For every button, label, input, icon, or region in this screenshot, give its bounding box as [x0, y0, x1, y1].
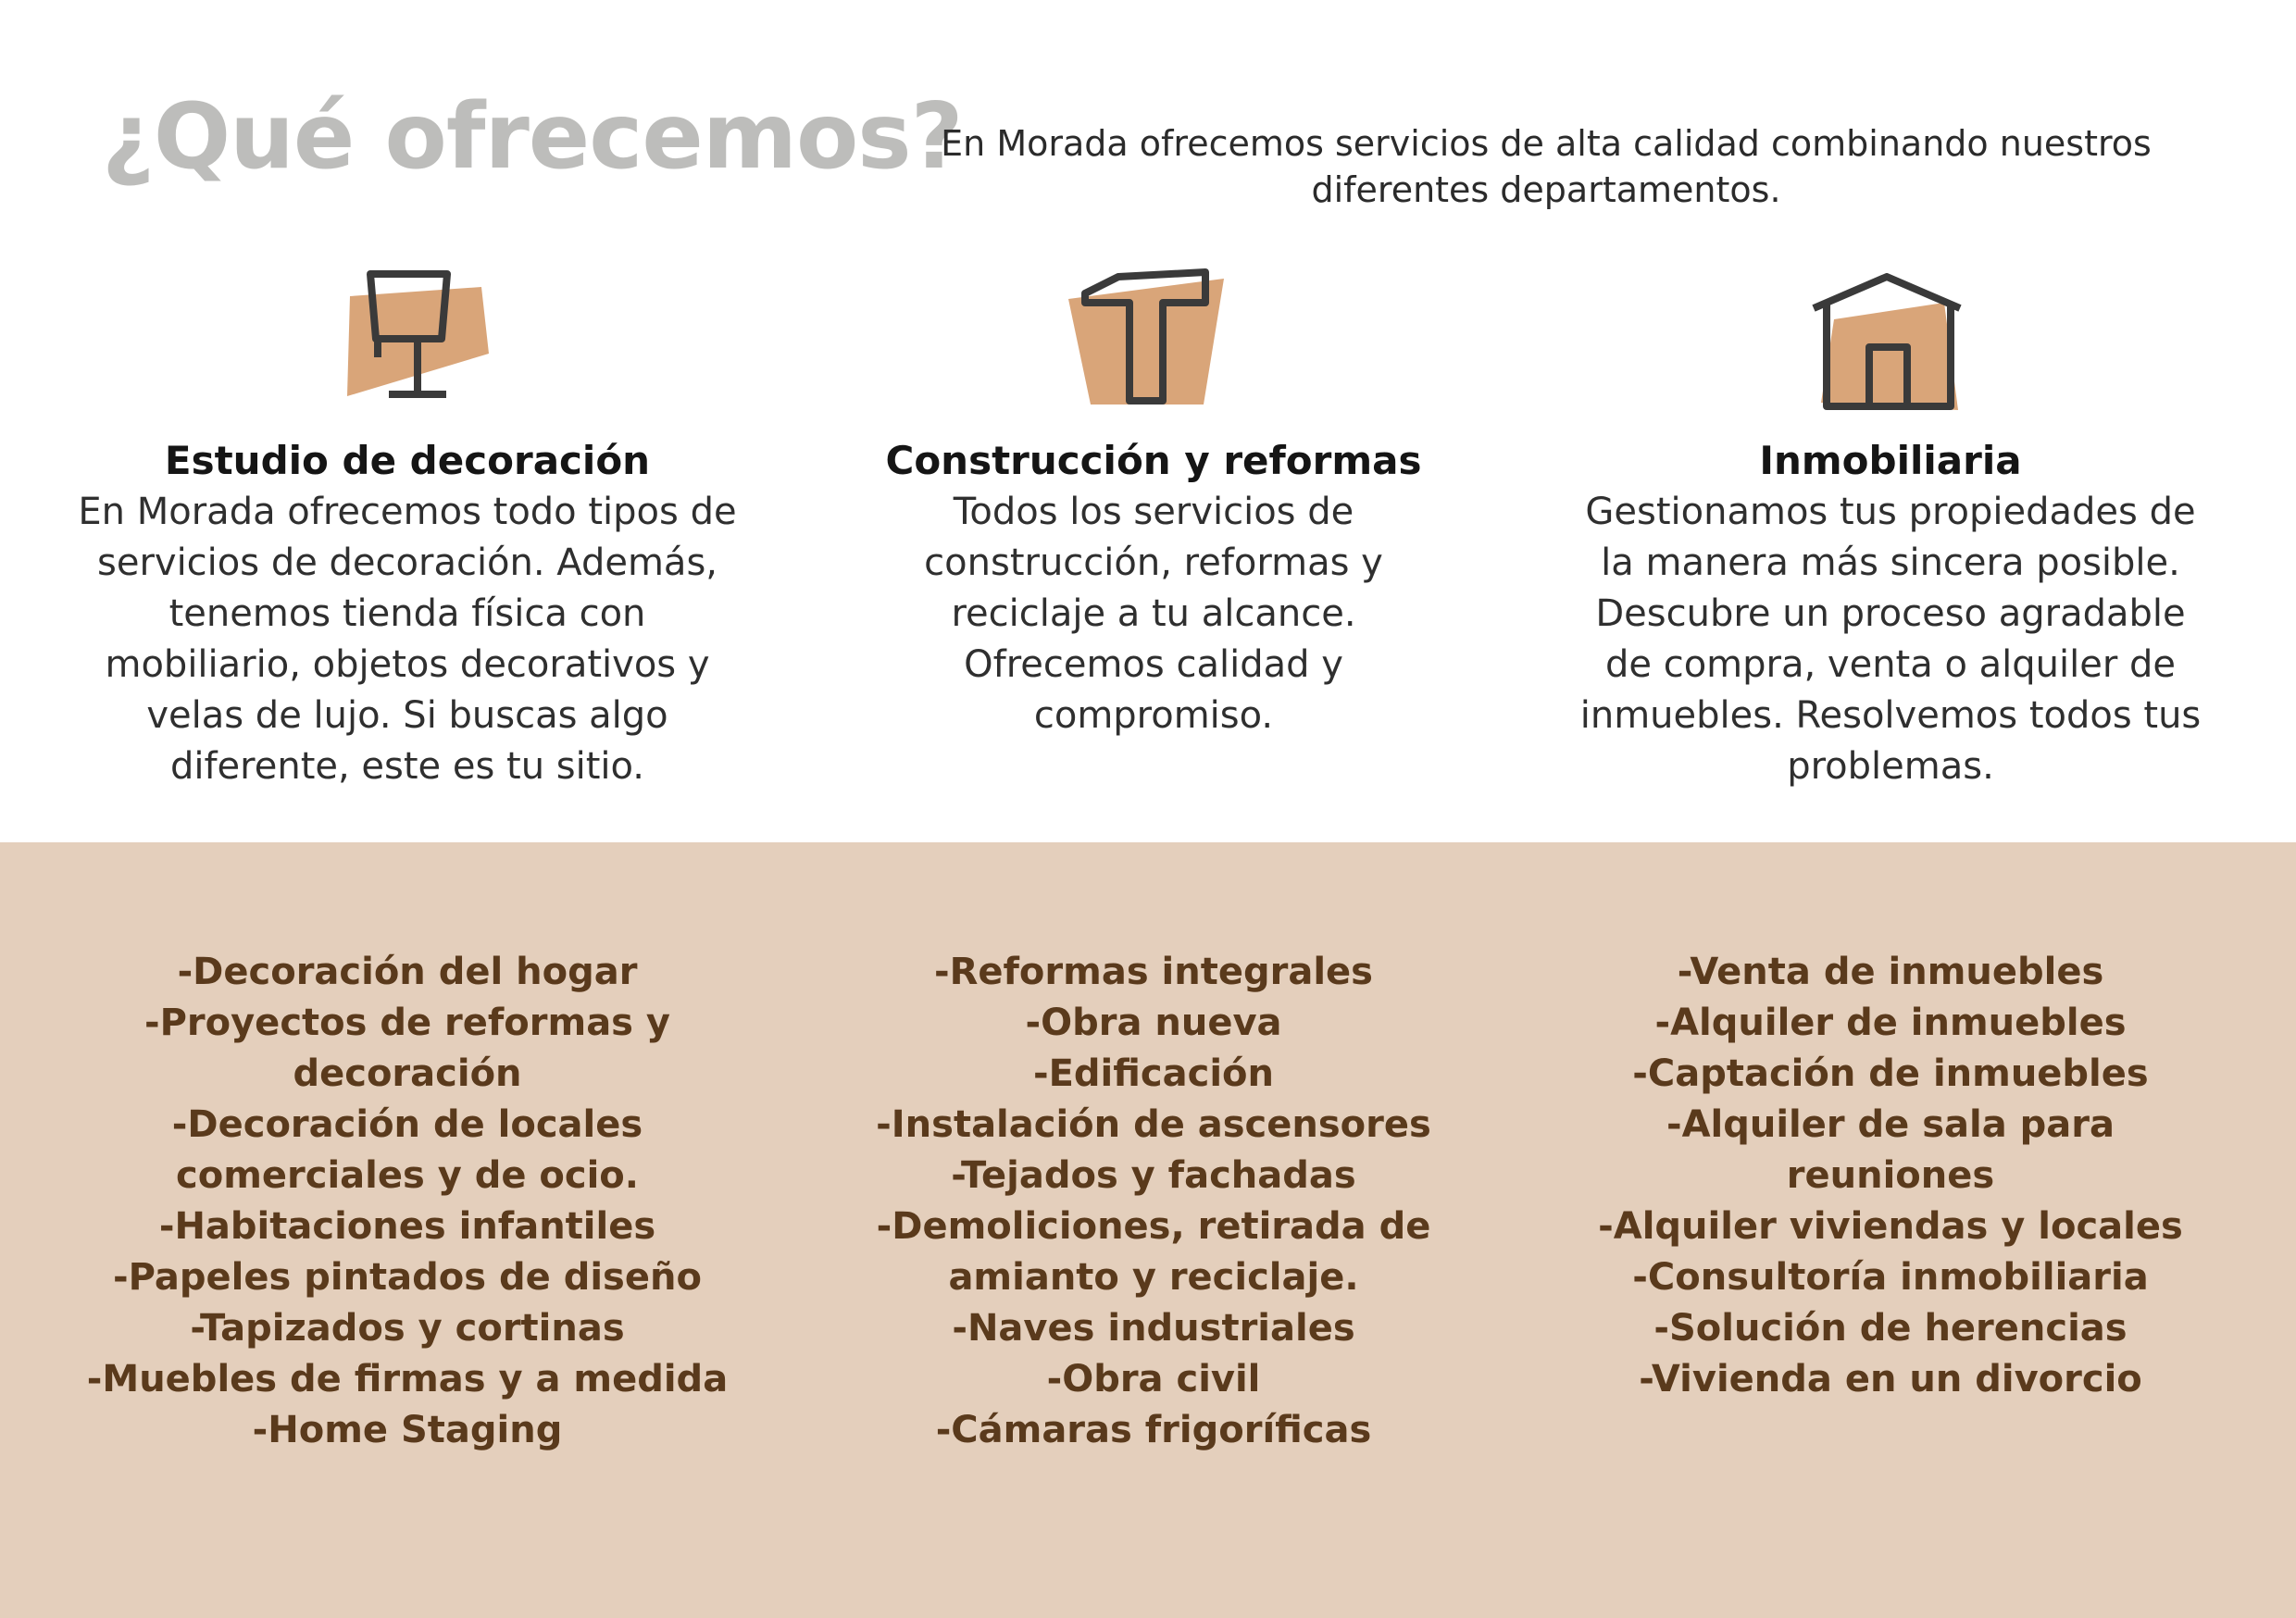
service-description: Gestionamos tus propiedades de la manera más sincera posible. Descubre un proceso agradable de compra, venta o alquiler de inmuebles. Resolvemos todos tus problemas.	[1579, 491, 2202, 788]
list-item: -Proyectos de reformas y decoración	[144, 1002, 670, 1095]
lamp-icon	[343, 268, 491, 407]
list-item: -Captación de inmuebles	[1632, 1052, 2149, 1095]
list-item: -Solución de herencias	[1653, 1307, 2128, 1350]
service-title: Construcción y reformas	[885, 438, 1422, 483]
list-item: -Decoración de locales comerciales y de ocio.	[171, 1103, 643, 1197]
list-item: -Demoliciones, retirada de amianto y reciclaje.	[876, 1205, 1431, 1299]
list-item: -Vivienda en un divorcio	[1639, 1358, 2142, 1400]
list-item: -Decoración del hogar	[177, 951, 638, 993]
page-title: ¿Qué ofrecemos?	[102, 84, 963, 190]
intro-text: En Morada ofrecemos servicios de alta calidad combinando nuestros diferentes departamentos.	[941, 123, 2152, 210]
list-item: -Edificación	[1033, 1052, 1274, 1095]
list-item: -Tapizados y cortinas	[190, 1307, 625, 1350]
list-item: -Consultoría inmobiliaria	[1632, 1256, 2149, 1299]
list-item: -Papeles pintados de diseño	[113, 1256, 702, 1299]
list-item: -Tejados y fachadas	[951, 1154, 1356, 1197]
house-icon	[1810, 273, 1967, 412]
list-item: -Alquiler de inmuebles	[1654, 1002, 2127, 1044]
decoration-services-list	[46, 947, 768, 1456]
service-description: Todos los servicios de construcción, reformas y reciclaje a tu alcance. Ofrecemos calidad y compromiso.	[924, 491, 1383, 737]
service-column-decoration	[56, 435, 759, 792]
beam-icon	[1065, 266, 1231, 404]
list-item: -Obra civil	[1046, 1358, 1261, 1400]
list-item: -Alquiler de sala para reuniones	[1666, 1103, 2115, 1197]
service-title: Inmobiliaria	[1759, 438, 2022, 483]
real-estate-services-list	[1529, 947, 2252, 1405]
list-item: -Home Staging	[252, 1409, 563, 1451]
service-column-real-estate	[1539, 435, 2242, 792]
list-item: -Alquiler viviendas y locales	[1598, 1205, 2183, 1248]
list-item: -Habitaciones infantiles	[158, 1205, 656, 1248]
service-description: En Morada ofrecemos todo tipos de servicios de decoración. Además, tenemos tienda física con mobiliario, objetos decorativos y velas de lujo. Si buscas algo diferente, este es tu sitio.	[78, 491, 737, 788]
list-item: -Naves industriales	[952, 1307, 1355, 1350]
list-item: -Cámaras frigoríficas	[935, 1409, 1372, 1451]
list-item: -Reformas integrales	[934, 951, 1373, 993]
service-title: Estudio de decoración	[164, 438, 651, 483]
construction-services-list	[792, 947, 1515, 1456]
list-item: -Venta de inmuebles	[1677, 951, 2104, 993]
list-item: -Muebles de firmas y a medida	[86, 1358, 729, 1400]
service-column-construction	[802, 435, 1505, 741]
list-item: -Instalación de ascensores	[876, 1103, 1431, 1146]
list-item: -Obra nueva	[1025, 1002, 1282, 1044]
